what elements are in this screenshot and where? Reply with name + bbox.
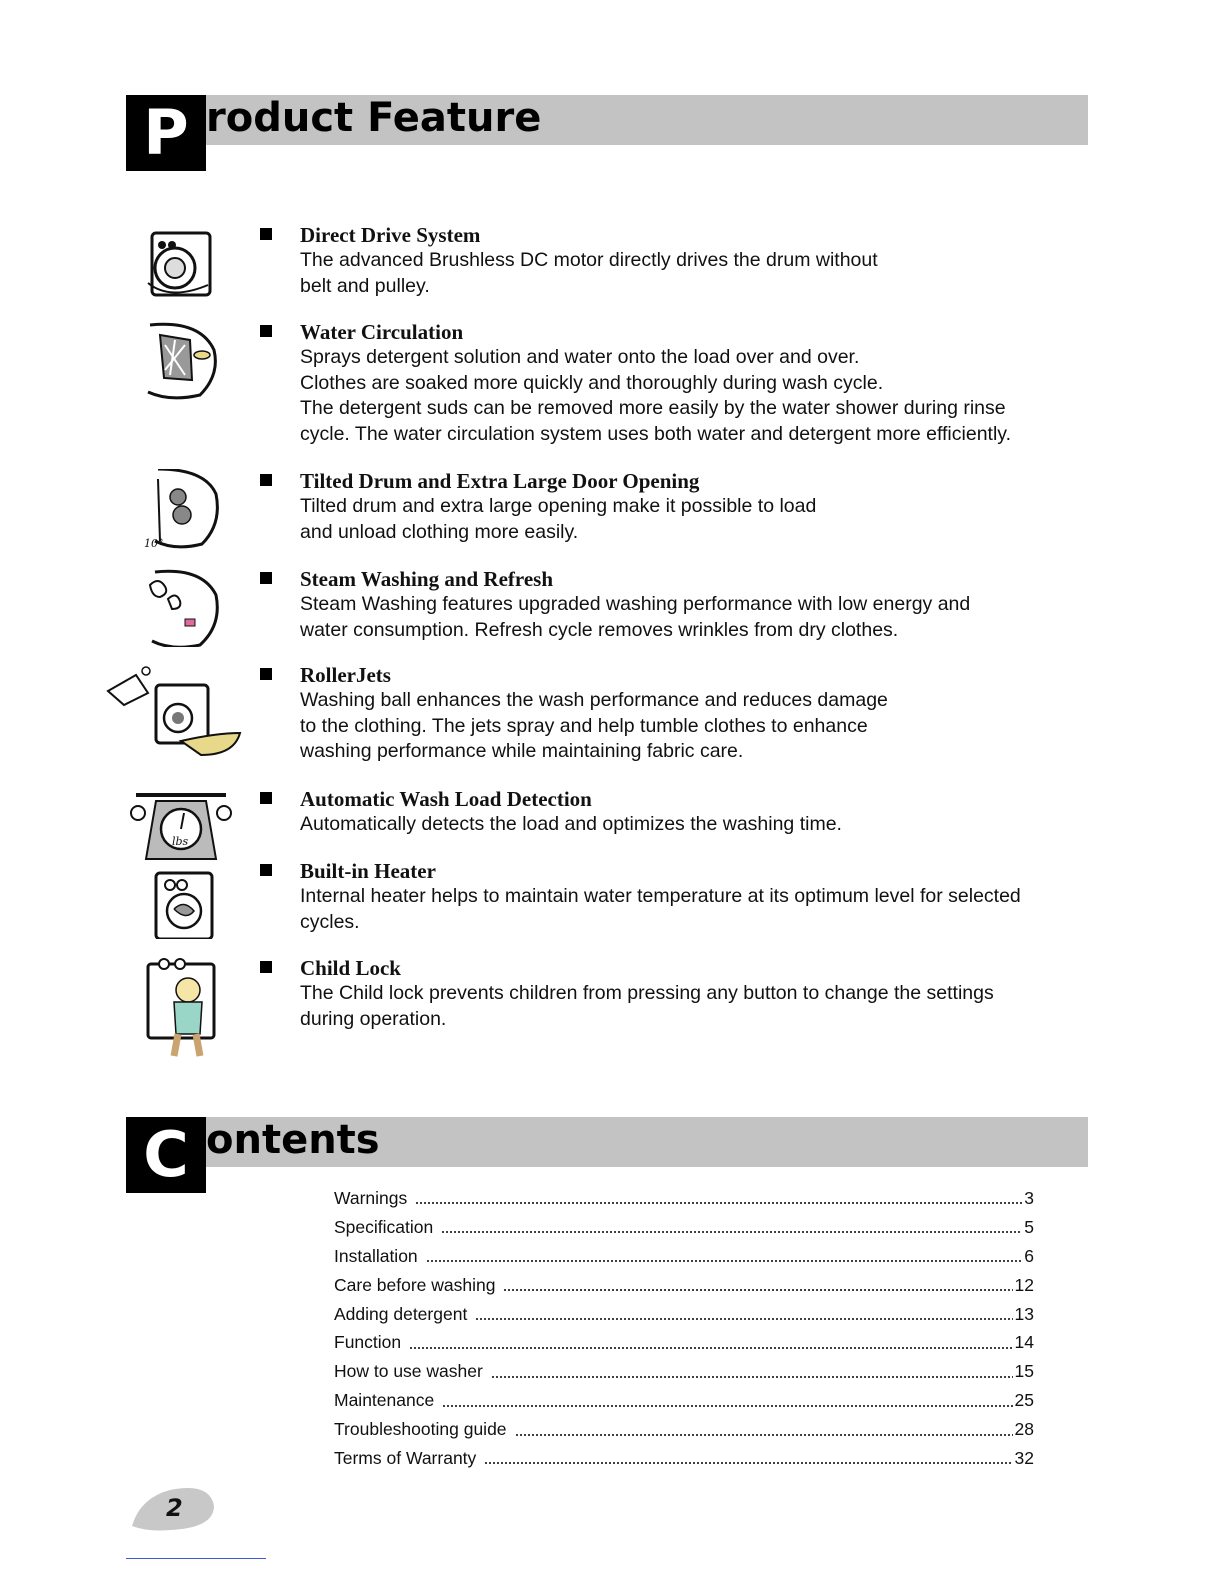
- feature-description: Automatically detects the load and optimizes the washing time.: [300, 813, 842, 835]
- footer-rule: [126, 1558, 266, 1559]
- heater-washer-icon: [130, 859, 220, 939]
- toc-entry[interactable]: [334, 1300, 1034, 1329]
- toc-label: Maintenance: [334, 1390, 435, 1411]
- toc-leader: [442, 1394, 1012, 1408]
- feature-title: Steam Washing and Refresh: [300, 567, 554, 591]
- toc-leader: [475, 1307, 1012, 1321]
- feature-description: Internal heater helps to maintain water temperature at its optimum level for selected cycles.: [300, 885, 1021, 933]
- bullet: [260, 961, 272, 973]
- toc-page: 15: [1014, 1361, 1034, 1382]
- feature-title: Child Lock: [300, 956, 401, 980]
- header-title: ontents: [206, 1117, 380, 1163]
- bullet: [260, 228, 272, 240]
- toc-label: Function: [334, 1332, 402, 1353]
- feature-description: Steam Washing features upgraded washing performance with low energy and water consumption. Refresh cycle removes wrinkles from dry clothes.: [300, 593, 971, 641]
- toc-leader: [441, 1220, 1022, 1234]
- toc-label: Specification: [334, 1216, 434, 1237]
- feature-title: Tilted Drum and Extra Large Door Opening: [300, 469, 700, 493]
- toc-page: 25: [1014, 1390, 1034, 1411]
- bullet: [260, 668, 272, 680]
- header-title: roduct Feature: [206, 95, 542, 141]
- feature-title: RollerJets: [300, 663, 391, 687]
- water-circulation-icon: [130, 320, 220, 400]
- feature-description: Tilted drum and extra large opening make it possible to load and unload clothing more easily.: [300, 495, 817, 543]
- toc-label: Installation: [334, 1245, 418, 1266]
- toc-leader: [409, 1336, 1012, 1350]
- washer-motor-icon: [130, 223, 220, 303]
- toc-leader: [426, 1249, 1023, 1263]
- toc-leader: [484, 1451, 1012, 1465]
- toc-page: 6: [1024, 1245, 1034, 1266]
- child-lock-icon: [144, 956, 224, 1066]
- toc-label: Adding detergent: [334, 1303, 468, 1324]
- tilted-drum-icon: [130, 469, 220, 549]
- bullet: [260, 474, 272, 486]
- feature-title: Built-in Heater: [300, 859, 436, 883]
- toc-leader: [415, 1191, 1022, 1205]
- bullet: [260, 572, 272, 584]
- toc-label: Warnings: [334, 1187, 408, 1208]
- feature-title: Automatic Wash Load Detection: [300, 787, 592, 811]
- toc-entry[interactable]: [334, 1271, 1034, 1300]
- tilt-angle-label: 10°: [144, 537, 164, 549]
- header-initial-block: P: [126, 95, 206, 171]
- toc-entry[interactable]: [334, 1328, 1034, 1357]
- toc-label: How to use washer: [334, 1361, 483, 1382]
- toc-entry[interactable]: [334, 1242, 1034, 1271]
- toc-page: 32: [1014, 1447, 1034, 1468]
- rollerjets-icon: [106, 663, 242, 763]
- feature-description: The Child lock prevents children from pressing any button to change the settings during operation.: [300, 982, 994, 1030]
- feature-description: The advanced Brushless DC motor directly drives the drum without belt and pulley.: [300, 249, 878, 297]
- bullet: [260, 325, 272, 337]
- toc-page: 13: [1014, 1303, 1034, 1324]
- feature-description: Washing ball enhances the wash performance and reduces damage to the clothing. The jets spray and help tumble clothes to enhance washing performance while maintaining fabric care.: [300, 689, 888, 762]
- toc-page: 12: [1014, 1274, 1034, 1295]
- toc-page: 28: [1014, 1419, 1034, 1440]
- toc-page: 14: [1014, 1332, 1034, 1353]
- toc-leader: [515, 1423, 1013, 1437]
- feature-title: Water Circulation: [300, 320, 464, 344]
- bullet: [260, 864, 272, 876]
- contents-header: [126, 1117, 1088, 1193]
- page-number-badge: [130, 1484, 220, 1534]
- header-initial-block: C: [126, 1117, 206, 1193]
- bullet: [260, 792, 272, 804]
- toc-page: 3: [1024, 1187, 1034, 1208]
- toc-entry[interactable]: [334, 1357, 1034, 1386]
- toc-label: Care before washing: [334, 1274, 496, 1295]
- scale-unit-label: lbs: [172, 835, 189, 848]
- toc-leader: [503, 1278, 1012, 1292]
- table-of-contents: [334, 1184, 1034, 1473]
- toc-page: 5: [1024, 1216, 1034, 1237]
- toc-entry[interactable]: [334, 1415, 1034, 1444]
- toc-label: Troubleshooting guide: [334, 1419, 507, 1440]
- page-number: 2: [166, 1494, 183, 1522]
- scale-icon: [126, 787, 236, 863]
- feature-description: Sprays detergent solution and water onto the load over and over. Clothes are soaked more quickly and thoroughly during wash cycle. The detergent suds can be removed more easily by the water shower during rinse cycle. The water circulation system uses both water and detergent more efficiently.: [300, 346, 1012, 445]
- steam-drum-icon: [130, 567, 220, 647]
- toc-entry[interactable]: [334, 1444, 1034, 1473]
- product-feature-header: [126, 95, 1088, 171]
- feature-title: Direct Drive System: [300, 223, 481, 247]
- toc-entry[interactable]: [334, 1386, 1034, 1415]
- toc-entry[interactable]: [334, 1184, 1034, 1213]
- toc-leader: [491, 1365, 1013, 1379]
- toc-entry[interactable]: [334, 1213, 1034, 1242]
- toc-label: Terms of Warranty: [334, 1447, 477, 1468]
